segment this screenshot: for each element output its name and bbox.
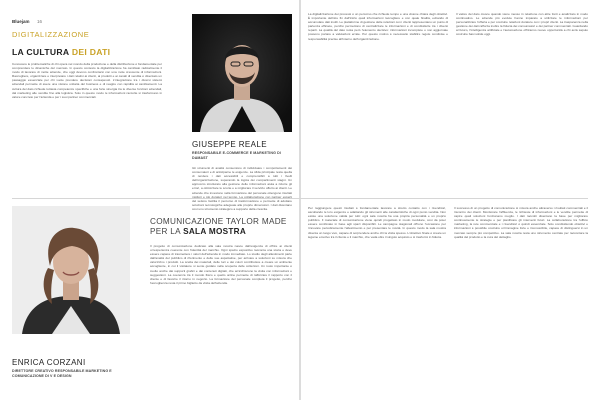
page-gutter (299, 0, 301, 400)
person-name: GIUSEPPE REALE (192, 140, 267, 149)
article-title-line (150, 227, 287, 237)
portrait-enrica-corzani (12, 206, 130, 334)
article-title-accent: SALA MOSTRA (183, 227, 247, 236)
article-column-text: La digitalizzazione dei processi è un percorso che richiede tempo e una visione chiara degli obiettivi. È importante definire fin dall'inizio quali informazioni raccogliere e con quale finalità, evitando di accumulare dati inutili. Le piattaforme di gestione delle relazioni con i clienti rappresentano un punto di partenza efficace, perché permettono di centralizzare le informazioni e di condividerle tra i diversi reparti. La qualità del dato resta però l'elemento decisivo: informazioni incomplete o non aggiornate possono portare a valutazioni errate. Per questo motivo è necessario stabilire regole condivise e responsabilità precise all'interno dell'organizzazione. (308, 12, 448, 41)
person-role: RESPONSABILE E-COMMERCE E MARKETING DI DAMAST (192, 151, 281, 160)
article-intro-text: Conoscere le problematiche di chi opera nel mondo della produzione e della distribuzione è fondamentale per comprendere le dinamiche del mercato. In questo contesto la digitalizzazione ha cambiato radicalmente il modo di lavorare di molte aziende, che oggi devono confrontarsi con una mole crescente di informazioni. Raccogliere, organizzare e interpretare i dati relativi ai clienti, ai prodotti e ai canali di vendita è diventato un passaggio essenziale per chi vuole prendere decisioni consapevoli. L'integrazione tra i diversi sistemi aziendali permette di avere una visione unitaria del business e di reagire con rapidità ai cambiamenti. La cultura del dato richiede tuttavia competenze specifiche e una forte sinergia tra le diverse funzioni aziendali, dal marketing alle vendite fino alla logistica. Solo in questo modo le informazioni raccolte si trasformano in valore concreto per l'azienda e per i suoi partner commerciali. (12, 62, 162, 99)
section-label: DIGITALIZZAZIONE (12, 30, 90, 39)
article-title (150, 217, 287, 237)
section-divider (12, 198, 588, 199)
article-title-prefix: LA CULTURA (12, 47, 70, 57)
article-title-prefix: PER LA (150, 227, 181, 236)
article-body-text: Gli strumenti di analisi consentono di individuare i comportamenti dei consumatori e di anticiparne le esigenze. La sfida principale resta quella di rendere i dati accessibili e comprensibili a tutti i livelli dell'organizzazione, superando la logica dei compartimenti stagni. Un approccio strutturato alla gestione delle informazioni aiuta a ridurre gli errori, a ottimizzare le scorte e a migliorare il servizio offerto ai clienti. Le aziende che investono nella formazione del personale ottengono risultati migliori e più duraturi nel tempo. La collaborazione con partner esperti del settore facilita il percorso di trasformazione e permette di adottare soluzioni tecnologiche adeguate alle proprie dimensioni. I dati diventano così uno strumento strategico a supporto della crescita. (192, 166, 292, 211)
article-column-text: Il successo di un progetto di comunicazione si misura anche attraverso i risultati commerciali e il riscontro dei clienti. Monitorare l'affluenza, le richieste di informazioni e le vendite permette di capire quali soluzioni funzionano meglio. I dati raccolti diventano la base per migliorare continuamente le strategie e per pianificare gli interventi futuri. La collaborazione tra l'ufficio marketing, la rete commerciale e i rivenditori è quindi essenziale. Solo condividendo obiettivi e informazioni è possibile costruire un'immagine forte e riconoscibile, capace di distinguersi in un mercato sempre più competitivo. La sala mostra resta uno strumento centrale per raccontare la qualità del prodotto e la cura del dettaglio. (454, 206, 588, 239)
person-name: ENRICA CORZANI (12, 358, 86, 367)
person-role: DIRETTORE CREATIVO RESPONSABILE MARKETING E COMUNICAZIONE DI V E DESIGN (12, 369, 112, 378)
article-title-accent: DEI DATI (71, 47, 111, 57)
article-column-text: Il valore del dato cresce quando viene messo in relazione con altre fonti e analizzato in modo continuativo. Le aziende più evolute hanno imparato a utilizzare le informazioni per personalizzare l'offerta e per costruire relazioni durature con i propri clienti. La trasparenza nella gestione dei dati rafforza inoltre la fiducia dei consumatori e dei partner commerciali. Guardando al futuro, l'intelligenza artificiale e l'automazione offriranno nuove opportunità a chi avrà saputo costruire basi solide oggi. (456, 12, 588, 37)
article-column-text: Il progetto di comunicazione dedicato alla sala mostra nasce dall'esigenza di offrire ai clienti un'esperienza coerente con l'identità del marchio. Ogni spazio espositivo racconta una storia e deve essere capace di trasmettere i valori dell'azienda in modo immediato. Lo studio degli allestimenti parte dall'analisi del pubblico di riferimento e delle sue aspettative, per arrivare a soluzioni su misura che valorizzino i prodotti. La scelta dei materiali, delle luci e dei colori contribuisce a creare un ambiente accogliente, in cui il visitatore si sente guidato nella scoperta delle collezioni. Un ruolo importante è svolto anche dai supporti grafici e dai contenuti digitali, che arricchiscono la visita con informazioni e suggestioni. La coerenza tra il mondo fisico e quello online permette di rafforzare il rapporto con il cliente e di favorire il ritorno in negozio. La formazione del personale completa il progetto, perché l'accoglienza resta il primo biglietto da visita dell'azienda. (150, 244, 292, 285)
page-header (12, 10, 122, 39)
page-number: 16 (36, 19, 42, 24)
portrait-image (192, 14, 292, 132)
article-column-text: Per raggiungere questi risultati è fondamentale lavorare a stretto contatto con i rivenditori, ascoltando le loro esigenze e adattando gli strumenti alle caratteristiche di ogni punto vendita. Non esiste una soluzione valida per tutti: ogni sala mostra ha una propria personalità e un proprio pubblico. Il materiale di comunicazione viene quindi progettato in modo modulare, così da poter essere combinato in base agli spazi disponibili. Le campagne stagionali offrono l'occasione per rinnovare periodicamente l'allestimento e per presentare le novità. In questo modo la sala mostra diventa un luogo vivo, capace di sorprendere anche chi la visita spesso. L'obiettivo finale è creare un legame emotivo tra il cliente e il marchio, che vada oltre il singolo acquisto e si trasformi in fiducia. (308, 206, 446, 239)
portrait-image (12, 206, 130, 334)
article-title-line: COMUNICAZIONE TAYLOR MADE (150, 217, 287, 226)
article-title (12, 47, 110, 57)
brand-logo: Bluejam (12, 19, 30, 24)
portrait-giuseppe-reale (192, 14, 292, 132)
